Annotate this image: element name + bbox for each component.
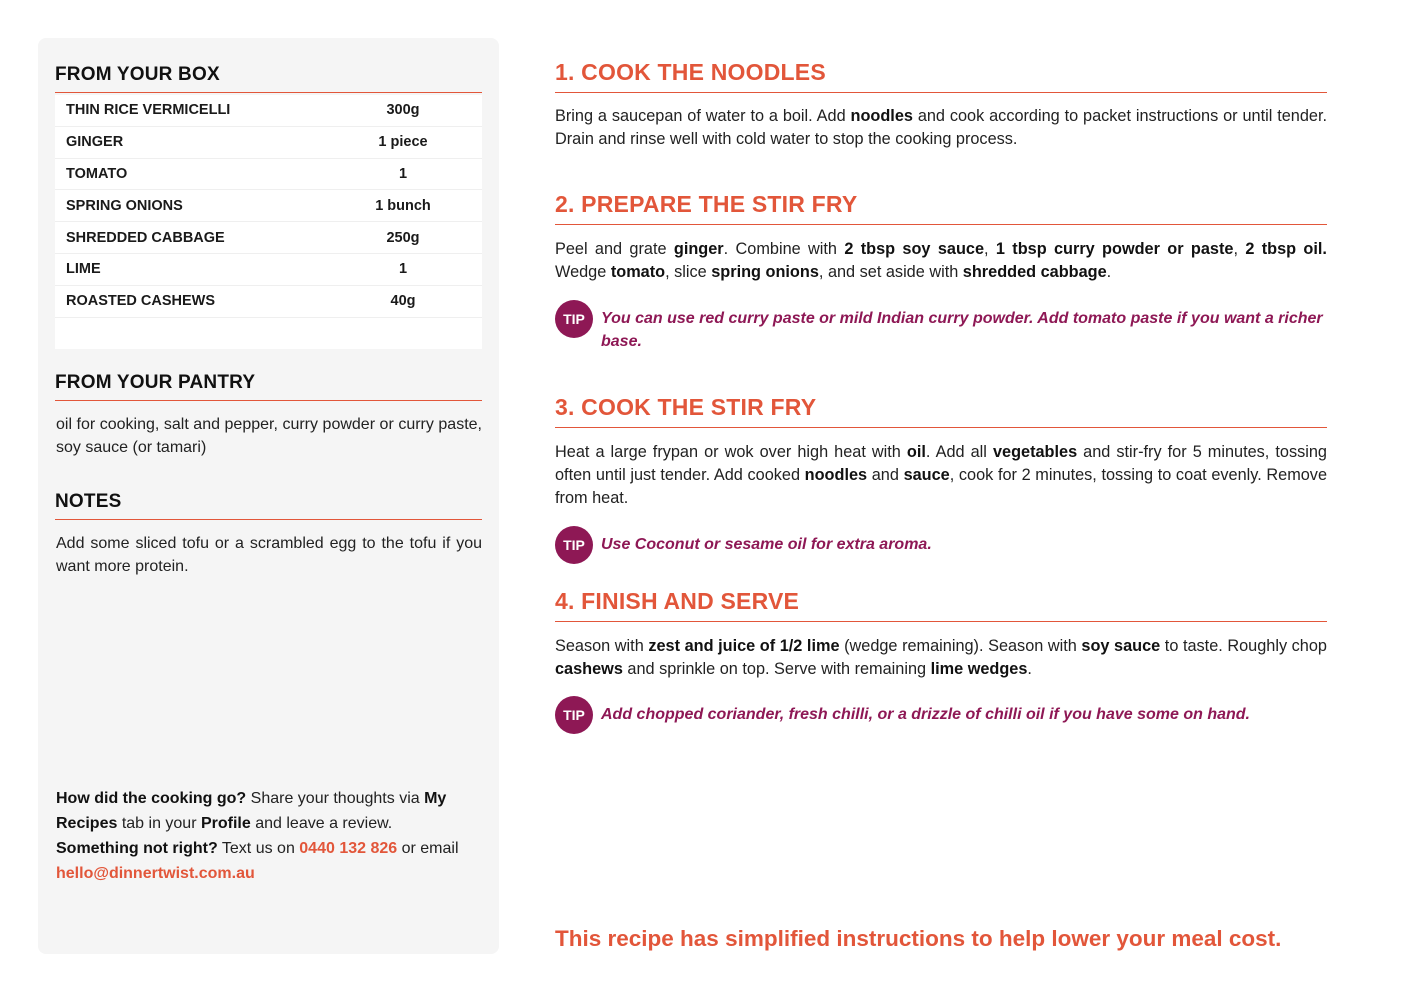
table-row bbox=[55, 286, 482, 318]
feedback-text: How did the cooking go? Share your thoughts via My Recipes tab in your Profile and leave a review. Something not right? Text us on 0440 132 826 or email hello@dinnertwist.com.au bbox=[56, 790, 459, 882]
table-row bbox=[55, 159, 482, 191]
tip-badge: TIP bbox=[555, 300, 593, 338]
step-2-tip bbox=[555, 300, 1327, 353]
ingredient-qty: 1 bbox=[398, 165, 408, 182]
ingredients-panel bbox=[38, 38, 499, 954]
ingredient-qty: 250g bbox=[386, 229, 420, 246]
step-1-heading: 1. COOK THE NOODLES bbox=[555, 59, 1327, 93]
notes-text: Add some sliced tofu or a scrambled egg to the tofu if you want more protein. bbox=[56, 535, 482, 575]
table-row bbox=[55, 95, 482, 127]
ingredient-name: LIME bbox=[66, 261, 101, 278]
tip-text: Add chopped coriander, fresh chilli, or a drizzle of chilli oil if you have some on hand. bbox=[601, 706, 1250, 723]
ingredient-name: SPRING ONIONS bbox=[66, 197, 183, 214]
ingredients-table bbox=[55, 95, 482, 349]
step-3-heading: 3. COOK THE STIR FRY bbox=[555, 394, 1327, 428]
footer-note: This recipe has simplified instructions to help lower your meal cost. bbox=[555, 926, 1282, 951]
ingredient-name: ROASTED CASHEWS bbox=[66, 293, 216, 310]
support-question: Something not right? bbox=[56, 840, 218, 857]
step-2-heading: 2. PREPARE THE STIR FRY bbox=[555, 191, 1327, 225]
notes-heading: NOTES bbox=[55, 491, 482, 520]
ingredient-qty: 300g bbox=[386, 102, 420, 119]
table-row bbox=[55, 190, 482, 222]
step-3-text: Heat a large frypan or wok over high heat with oil. Add all vegetables and stir-fry for 5 minutes, tossing often until just tender. Add cooked noodles and sauce, cook for 2 minutes, tossing to coat evenly. Remove from heat. bbox=[555, 443, 1328, 507]
step-4-heading: 4. FINISH AND SERVE bbox=[555, 588, 1327, 622]
phone-link[interactable]: 0440 132 826 bbox=[299, 840, 398, 857]
tip-badge: TIP bbox=[555, 696, 593, 734]
tip-text: You can use red curry paste or mild Indian curry powder. Add tomato paste if you want a richer base. bbox=[601, 310, 1323, 350]
step-2-text: Peel and grate ginger. Combine with 2 tbsp soy sauce, 1 tbsp curry powder or paste, 2 tbsp oil. Wedge tomato, slice spring onions, and set aside with shredded cabbage. bbox=[555, 240, 1327, 281]
ingredient-qty: 1 piece bbox=[378, 134, 428, 151]
table-row bbox=[55, 127, 482, 159]
tip-text: Use Coconut or sesame oil for extra aroma. bbox=[601, 536, 932, 553]
ingredient-name: TOMATO bbox=[66, 165, 128, 182]
tip-badge: TIP bbox=[555, 526, 593, 564]
step-4-text: Season with zest and juice of 1/2 lime (wedge remaining). Season with soy sauce to taste. Roughly chop cashews and sprinkle on top. Serve with remaining lime wedges. bbox=[555, 637, 1327, 678]
feedback-question: How did the cooking go? bbox=[56, 790, 247, 807]
from-your-pantry-heading: FROM YOUR PANTRY bbox=[55, 372, 482, 401]
table-row bbox=[55, 222, 482, 254]
email-link[interactable]: hello@dinnertwist.com.au bbox=[56, 865, 255, 882]
ingredient-qty: 40g bbox=[390, 293, 416, 310]
pantry-text: oil for cooking, salt and pepper, curry powder or curry paste, soy sauce (or tamari) bbox=[56, 416, 482, 456]
from-your-box-heading: FROM YOUR BOX bbox=[55, 64, 482, 93]
ingredient-qty: 1 bunch bbox=[375, 197, 431, 214]
step-1-text: Bring a saucepan of water to a boil. Add noodles and cook according to packet instructions or until tender. Drain and rinse well with cold water to stop the cooking process. bbox=[555, 107, 1327, 148]
step-4-tip bbox=[555, 696, 1327, 734]
step-3-tip bbox=[555, 526, 1327, 564]
ingredient-name: GINGER bbox=[66, 134, 124, 151]
ingredient-qty: 1 bbox=[398, 261, 408, 278]
ingredient-name: THIN RICE VERMICELLI bbox=[66, 102, 231, 119]
table-row bbox=[55, 254, 482, 286]
ingredient-name: SHREDDED CABBAGE bbox=[66, 229, 225, 246]
